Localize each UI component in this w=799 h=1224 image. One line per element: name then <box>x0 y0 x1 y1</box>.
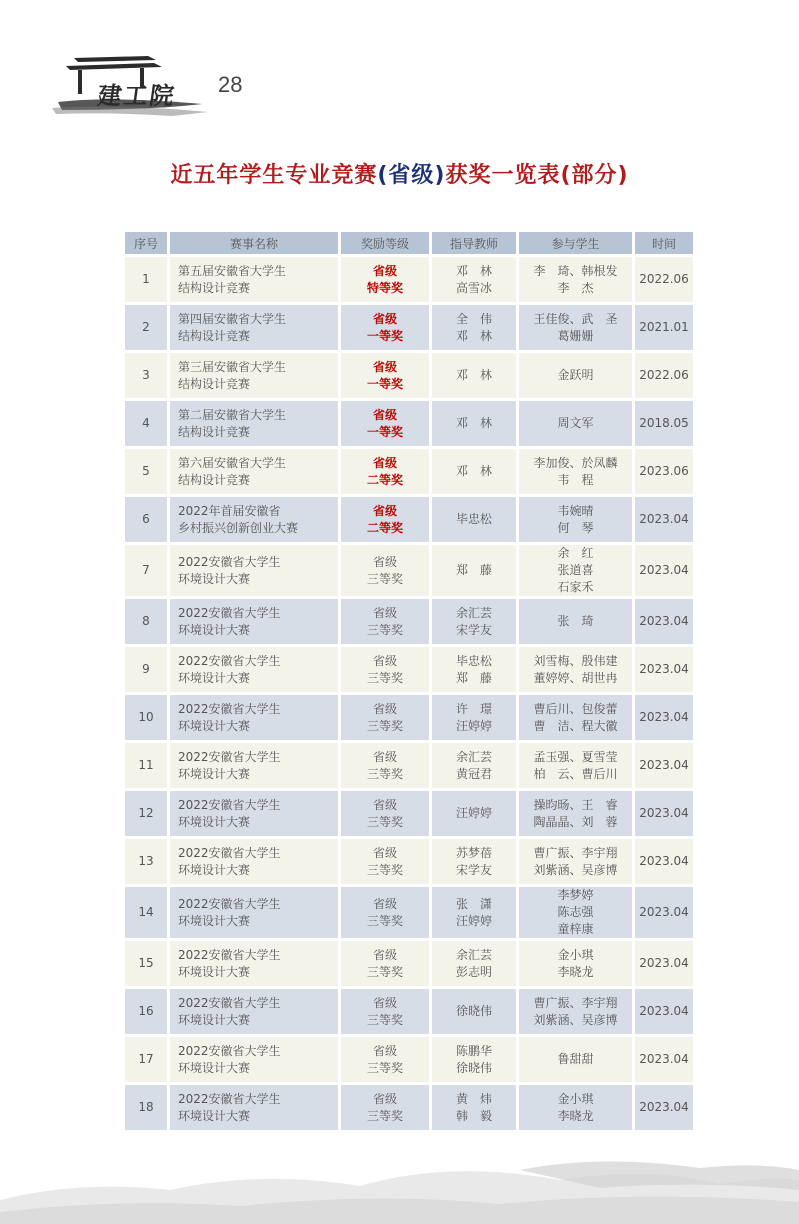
cell-line: 环境设计大赛 <box>178 571 251 586</box>
cell-competition <box>170 305 338 350</box>
cell-line: 葛姗姗 <box>557 328 594 343</box>
cell-line: 韦 程 <box>557 472 594 487</box>
cell-line: 一等奖 <box>366 328 403 343</box>
cell-line: 苏梦蓓 <box>455 845 492 860</box>
cell-line: 2022安徽省大学生 <box>178 554 281 569</box>
ink-landscape-decoration <box>0 1140 799 1224</box>
cell-line: 第二届安徽省大学生 <box>178 407 287 422</box>
cell-students <box>519 887 632 938</box>
cell-line: 特等奖 <box>366 280 403 295</box>
table-row <box>125 545 693 596</box>
cell-date: 2023.04 <box>635 1037 693 1082</box>
cell-index: 7 <box>125 545 167 596</box>
cell-line: 金跃明 <box>557 368 594 382</box>
cell-students <box>519 839 632 884</box>
cell-line: 第六届安徽省大学生 <box>178 455 287 470</box>
cell-line: 环境设计大赛 <box>178 1012 251 1027</box>
cell-line: 环境设计大赛 <box>178 622 251 637</box>
cell-line: 2022安徽省大学生 <box>178 1043 281 1058</box>
cell-teacher <box>432 599 516 644</box>
cell-line: 黄冠君 <box>455 766 492 781</box>
table-row <box>125 599 693 644</box>
cell-teacher <box>432 449 516 494</box>
cell-award <box>341 839 429 884</box>
cell-line: 环境设计大赛 <box>178 718 251 733</box>
cell-line: 2022安徽省大学生 <box>178 797 281 812</box>
cell-line: 环境设计大赛 <box>178 964 251 979</box>
cell-line: 省级 <box>372 896 397 911</box>
cell-students <box>519 599 632 644</box>
cell-teacher <box>432 941 516 986</box>
cell-award <box>341 1037 429 1082</box>
cell-index: 18 <box>125 1085 167 1130</box>
cell-line: 环境设计大赛 <box>178 766 251 781</box>
cell-competition <box>170 1037 338 1082</box>
table-row <box>125 743 693 788</box>
cell-line: 三等奖 <box>366 913 403 928</box>
cell-teacher <box>432 1085 516 1130</box>
cell-line: 张 琦 <box>557 614 594 628</box>
cell-teacher <box>432 887 516 938</box>
page-title <box>0 158 799 189</box>
cell-line: 三等奖 <box>366 571 403 586</box>
table-row <box>125 401 693 446</box>
cell-students <box>519 989 632 1034</box>
cell-line: 第三届安徽省大学生 <box>178 359 287 374</box>
cell-line: 省级 <box>372 653 397 668</box>
cell-line: 省级 <box>372 1043 397 1058</box>
cell-award <box>341 743 429 788</box>
cell-line: 徐晓伟 <box>455 1004 492 1018</box>
cell-line: 三等奖 <box>366 964 403 979</box>
cell-line: 柏 云、曹后川 <box>533 766 618 781</box>
header-date: 时间 <box>635 232 693 254</box>
cell-line: 2022安徽省大学生 <box>178 947 281 962</box>
cell-students <box>519 257 632 302</box>
cell-line: 汪婷婷 <box>455 718 492 733</box>
cell-line: 余 红 <box>557 546 594 560</box>
cell-line: 邓 林 <box>455 263 492 278</box>
cell-teacher <box>432 305 516 350</box>
cell-students <box>519 497 632 542</box>
cell-competition <box>170 449 338 494</box>
cell-teacher <box>432 545 516 596</box>
cell-line: 环境设计大赛 <box>178 913 251 928</box>
cell-index: 3 <box>125 353 167 398</box>
header-teacher: 指导教师 <box>432 232 516 254</box>
cell-date: 2023.06 <box>635 449 693 494</box>
cell-competition <box>170 1085 338 1130</box>
cell-line: 三等奖 <box>366 1012 403 1027</box>
cell-award <box>341 257 429 302</box>
cell-line: 2022年首届安徽省 <box>178 503 281 518</box>
title-suffix: 获奖一览表(部分) <box>445 163 629 188</box>
cell-index: 16 <box>125 989 167 1034</box>
cell-index: 2 <box>125 305 167 350</box>
cell-teacher <box>432 743 516 788</box>
cell-index: 14 <box>125 887 167 938</box>
cell-line: 陈鹏华 <box>455 1043 492 1058</box>
cell-index: 13 <box>125 839 167 884</box>
cell-line: 曹后川、包俊蕾 <box>533 701 618 716</box>
cell-students <box>519 791 632 836</box>
cell-line: 环境设计大赛 <box>178 814 251 829</box>
cell-line: 操昀旸、王 睿 <box>533 797 618 812</box>
cell-index: 6 <box>125 497 167 542</box>
cell-line: 2022安徽省大学生 <box>178 1091 281 1106</box>
cell-teacher <box>432 353 516 398</box>
cell-award <box>341 887 429 938</box>
table-row <box>125 791 693 836</box>
cell-line: 石家禾 <box>557 580 594 594</box>
cell-line: 二等奖 <box>366 472 403 487</box>
cell-index: 11 <box>125 743 167 788</box>
table-row <box>125 449 693 494</box>
table-row <box>125 647 693 692</box>
table-row <box>125 1085 693 1130</box>
cell-line: 省级 <box>372 455 397 470</box>
table-row <box>125 257 693 302</box>
cell-line: 曹 洁、程大徽 <box>533 718 618 733</box>
cell-line: 省级 <box>372 407 397 422</box>
cell-line: 省级 <box>372 554 397 569</box>
cell-line: 宋学友 <box>455 862 492 877</box>
table-header-row <box>125 232 693 254</box>
cell-line: 结构设计竞赛 <box>178 280 251 295</box>
cell-line: 刘雪梅、殷伟建 <box>533 653 618 668</box>
cell-competition <box>170 353 338 398</box>
cell-index: 9 <box>125 647 167 692</box>
cell-line: 汪婷婷 <box>455 913 492 928</box>
cell-line: 2022安徽省大学生 <box>178 749 281 764</box>
cell-line: 高雪冰 <box>455 280 492 295</box>
cell-award <box>341 599 429 644</box>
cell-line: 三等奖 <box>366 766 403 781</box>
cell-award <box>341 353 429 398</box>
cell-competition <box>170 839 338 884</box>
table-row <box>125 1037 693 1082</box>
cell-date: 2023.04 <box>635 941 693 986</box>
cell-line: 一等奖 <box>366 424 403 439</box>
cell-award <box>341 545 429 596</box>
cell-award <box>341 1085 429 1130</box>
cell-line: 省级 <box>372 845 397 860</box>
cell-date: 2023.04 <box>635 647 693 692</box>
cell-line: 三等奖 <box>366 1060 403 1075</box>
table-row <box>125 887 693 938</box>
header-index: 序号 <box>125 232 167 254</box>
cell-line: 三等奖 <box>366 814 403 829</box>
cell-date: 2023.04 <box>635 497 693 542</box>
cell-competition <box>170 497 338 542</box>
cell-line: 曹广振、李宇翔 <box>533 845 618 860</box>
cell-teacher <box>432 791 516 836</box>
cell-index: 12 <box>125 791 167 836</box>
cell-index: 10 <box>125 695 167 740</box>
cell-line: 邓 林 <box>455 328 492 343</box>
cell-line: 刘紫涵、吴彦博 <box>533 1012 618 1027</box>
header-award: 奖励等级 <box>341 232 429 254</box>
cell-line: 汪婷婷 <box>455 806 492 820</box>
cell-line: 二等奖 <box>366 520 403 535</box>
cell-date: 2023.04 <box>635 1085 693 1130</box>
cell-students <box>519 545 632 596</box>
cell-line: 李晓龙 <box>557 1108 594 1123</box>
cell-line: 省级 <box>372 749 397 764</box>
cell-line: 徐晓伟 <box>455 1060 492 1075</box>
cell-line: 省级 <box>372 503 397 518</box>
cell-date: 2023.04 <box>635 791 693 836</box>
cell-line: 结构设计竞赛 <box>178 328 251 343</box>
cell-teacher <box>432 401 516 446</box>
page-header <box>52 50 252 120</box>
cell-line: 2022安徽省大学生 <box>178 896 281 911</box>
cell-line: 韩 毅 <box>455 1108 492 1123</box>
cell-date: 2023.04 <box>635 989 693 1034</box>
cell-date: 2023.04 <box>635 887 693 938</box>
cell-line: 黄 炜 <box>455 1091 492 1106</box>
cell-line: 张 潇 <box>455 896 492 911</box>
header-competition: 赛事名称 <box>170 232 338 254</box>
cell-line: 邓 林 <box>455 368 492 382</box>
cell-line: 董婷婷、胡世冉 <box>533 670 618 685</box>
cell-line: 陶晶晶、刘 蓉 <box>533 814 618 829</box>
cell-line: 第四届安徽省大学生 <box>178 311 287 326</box>
cell-award <box>341 989 429 1034</box>
cell-teacher <box>432 839 516 884</box>
cell-line: 郑 藤 <box>455 670 492 685</box>
cell-date: 2021.01 <box>635 305 693 350</box>
cell-date: 2023.04 <box>635 599 693 644</box>
cell-line: 省级 <box>372 359 397 374</box>
cell-line: 三等奖 <box>366 862 403 877</box>
cell-line: 2022安徽省大学生 <box>178 845 281 860</box>
cell-line: 省级 <box>372 995 397 1010</box>
cell-line: 结构设计竞赛 <box>178 472 251 487</box>
cell-line: 省级 <box>372 797 397 812</box>
cell-line: 结构设计竞赛 <box>178 376 251 391</box>
cell-award <box>341 791 429 836</box>
table-body <box>125 257 693 1130</box>
cell-line: 环境设计大赛 <box>178 670 251 685</box>
cell-teacher <box>432 695 516 740</box>
cell-students <box>519 695 632 740</box>
cell-date: 2023.04 <box>635 743 693 788</box>
cell-line: 2022安徽省大学生 <box>178 653 281 668</box>
cell-line: 鲁甜甜 <box>557 1052 594 1066</box>
cell-students <box>519 353 632 398</box>
cell-award <box>341 941 429 986</box>
cell-line: 李梦婷 <box>557 888 594 902</box>
cell-students <box>519 941 632 986</box>
header-students: 参与学生 <box>519 232 632 254</box>
table-row <box>125 497 693 542</box>
cell-competition <box>170 401 338 446</box>
cell-line: 王佳俊、武 圣 <box>533 311 618 326</box>
cell-line: 毕忠松 <box>455 512 492 526</box>
cell-index: 15 <box>125 941 167 986</box>
cell-date: 2018.05 <box>635 401 693 446</box>
cell-index: 4 <box>125 401 167 446</box>
cell-index: 1 <box>125 257 167 302</box>
cell-line: 孟玉强、夏雪莹 <box>533 749 618 764</box>
cell-line: 三等奖 <box>366 718 403 733</box>
cell-competition <box>170 545 338 596</box>
cell-line: 郑 藤 <box>455 563 492 577</box>
cell-line: 三等奖 <box>366 670 403 685</box>
table-row <box>125 941 693 986</box>
cell-line: 李 杰 <box>557 280 594 295</box>
cell-line: 三等奖 <box>366 622 403 637</box>
cell-line: 金小琪 <box>557 1091 594 1106</box>
cell-students <box>519 449 632 494</box>
cell-competition <box>170 695 338 740</box>
cell-line: 陈志强 <box>557 905 594 919</box>
cell-line: 全 伟 <box>455 311 492 326</box>
cell-line: 金小琪 <box>557 947 594 962</box>
cell-line: 环境设计大赛 <box>178 1108 251 1123</box>
title-text: 近五年学生专业竞赛 <box>170 163 378 188</box>
table-row <box>125 353 693 398</box>
cell-line: 刘紫涵、吴彦博 <box>533 862 618 877</box>
cell-index: 5 <box>125 449 167 494</box>
cell-date: 2022.06 <box>635 257 693 302</box>
cell-line: 一等奖 <box>366 376 403 391</box>
cell-line: 彭志明 <box>455 964 492 979</box>
cell-line: 省级 <box>372 1091 397 1106</box>
cell-line: 2022安徽省大学生 <box>178 995 281 1010</box>
cell-competition <box>170 257 338 302</box>
cell-date: 2023.04 <box>635 839 693 884</box>
cell-line: 邓 林 <box>455 416 492 430</box>
cell-award <box>341 401 429 446</box>
cell-teacher <box>432 989 516 1034</box>
cell-index: 17 <box>125 1037 167 1082</box>
cell-competition <box>170 989 338 1034</box>
cell-line: 三等奖 <box>366 1108 403 1123</box>
cell-students <box>519 743 632 788</box>
cell-index: 8 <box>125 599 167 644</box>
cell-line: 韦婉晴 <box>557 503 594 518</box>
cell-line: 2022安徽省大学生 <box>178 701 281 716</box>
cell-line: 第五届安徽省大学生 <box>178 263 287 278</box>
cell-line: 省级 <box>372 947 397 962</box>
cell-line: 环境设计大赛 <box>178 1060 251 1075</box>
title-emphasis: (省级) <box>377 163 446 188</box>
cell-competition <box>170 743 338 788</box>
cell-line: 周文军 <box>557 416 594 430</box>
cell-teacher <box>432 1037 516 1082</box>
cell-line: 李晓龙 <box>557 964 594 979</box>
cell-teacher <box>432 647 516 692</box>
cell-competition <box>170 599 338 644</box>
cell-line: 邓 林 <box>455 464 492 478</box>
logo-text: 建工院 <box>95 81 178 110</box>
cell-line: 余汇芸 <box>455 749 492 764</box>
cell-competition <box>170 647 338 692</box>
cell-competition <box>170 887 338 938</box>
cell-line: 童梓康 <box>557 922 594 936</box>
cell-line: 乡村振兴创新创业大赛 <box>178 520 299 535</box>
cell-line: 宋学友 <box>455 622 492 637</box>
page-number: 28 <box>218 72 243 97</box>
cell-line: 李加俊、於凤麟 <box>533 455 618 470</box>
cell-line: 张道喜 <box>557 563 594 577</box>
cell-line: 毕忠松 <box>455 653 492 668</box>
cell-award <box>341 449 429 494</box>
cell-line: 2022安徽省大学生 <box>178 605 281 620</box>
cell-date: 2023.04 <box>635 545 693 596</box>
cell-award <box>341 695 429 740</box>
cell-line: 省级 <box>372 263 397 278</box>
cell-teacher <box>432 257 516 302</box>
cell-date: 2022.06 <box>635 353 693 398</box>
cell-line: 许 璟 <box>455 701 492 716</box>
cell-competition <box>170 941 338 986</box>
cell-award <box>341 497 429 542</box>
cell-line: 李 琦、韩根发 <box>533 263 618 278</box>
cell-teacher <box>432 497 516 542</box>
cell-award <box>341 305 429 350</box>
cell-students <box>519 401 632 446</box>
cell-line: 余汇芸 <box>455 947 492 962</box>
cell-students <box>519 647 632 692</box>
table-row <box>125 839 693 884</box>
table-row <box>125 305 693 350</box>
cell-students <box>519 1085 632 1130</box>
cell-competition <box>170 791 338 836</box>
table-row <box>125 695 693 740</box>
cell-award <box>341 647 429 692</box>
cell-line: 省级 <box>372 311 397 326</box>
cell-line: 省级 <box>372 701 397 716</box>
cell-line: 何 琴 <box>557 520 594 535</box>
cell-line: 余汇芸 <box>455 605 492 620</box>
cell-students <box>519 305 632 350</box>
awards-table <box>122 229 696 1133</box>
table-row <box>125 989 693 1034</box>
cell-line: 省级 <box>372 605 397 620</box>
cell-date: 2023.04 <box>635 695 693 740</box>
cell-line: 环境设计大赛 <box>178 862 251 877</box>
cell-line: 结构设计竞赛 <box>178 424 251 439</box>
cell-line: 曹广振、李宇翔 <box>533 995 618 1010</box>
cell-students <box>519 1037 632 1082</box>
